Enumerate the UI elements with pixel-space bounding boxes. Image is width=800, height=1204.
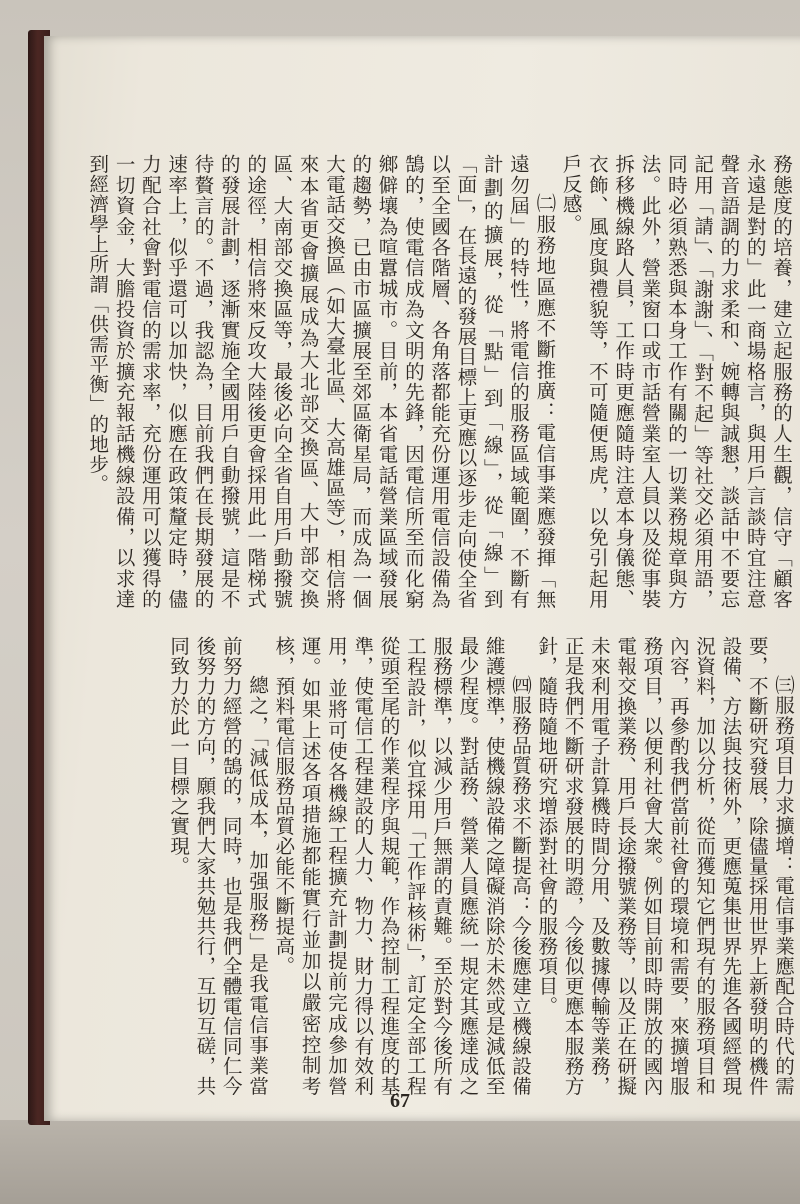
paragraph-service-items: ㈢服務項目力求擴增：電信事業應配合時代的需要，不斷研究發展，除儘量採用世界上新發明的機件設備、方法與技術外，更應蒐集世界先進各國經營現況資料，加以分析，從而獲知它們現有的服務項目和內容，再參酌我們當前社會的環境和需要，來擴增服務項目，以便利社會大衆。例如目前即時開放的國內電報交換業務、用戶長途撥號業務等，以及正在研擬未來利用電子計算機時間分用、及數據傳輸等業務，正是我們不斷研求發展的明證，今後似更應本服務方針，隨時隨地研究增添對社會的服務項目。 bbox=[535, 636, 795, 1096]
book-page bbox=[44, 36, 800, 1121]
lower-text-block bbox=[144, 636, 796, 1096]
paragraph-service-area: ㈡服務地區應不斷推廣：電信事業應發揮「無遠勿屆」的特性，將電信的服務區域範圍，不斷有計劃的擴展，從「點」到「線」，從「線」到「面」，在長遠的發展目標上更應以逐步走向使全省以至全國各階層、各角落都能充份運用電信設備為鵠的，使電信成為文明的先鋒，因電信所至而化窮鄉僻壤為喧囂城市。目前，本省電話營業區域發展的趨勢，已由市區擴展至郊區衛星局，而成為一個大電話交換區（如大臺北區、大高雄區等），相信將來本省更會擴展成為大北部交換區、大中部交換區、大南部交換區等，最後必向全省自用戶動撥號的途徑，相信將來反攻大陸後更會採用此一階梯式的發展計劃，逐漸實施全國用戶自動撥號，這是不待贅言的。不過，我認為，目前我們在長期發展的速率上，似乎還可以加快，似應在政策釐定時，儘力配合社會對電信的需求率，充份運用可以獲得的一切資金，大膽投資於擴充報話機線設備，以求達到經濟學上所謂「供需平衡」的地步。 bbox=[86, 154, 557, 609]
paragraph-service-quality: ㈣服務品質務求不斷提高：今後應建立機線設備維護標準，使機線設備之障礙消除於未然或是減低至最少程度。對話務、營業人員應統一規定其應達成之服務標準，以減少用戶無謂的責難。至於對今後所有工程設計，似宜採用「工作評核術」，訂定全部工程從頭至尾的作業程序與規範，作為控制工程進度的基準，使電信工程建設的人力、物力、財力得以有效利用，並將可使各機線工程擴充計劃提前完成參加營運。如果上述各項措施都能實行並加以嚴密控制考核，預料電信服務品質必能不斷提高。 bbox=[272, 636, 533, 1096]
paragraph-conclusion: 總之，「減低成本，加强服務」是我電信事業當前努力經營的鵠的，同時，也是我們全體電信同仁今後努力的方向，願我們大家共勉共行，互切互磋，共同致力於此一目標之實現。 bbox=[167, 636, 270, 1096]
paragraph-service-attitude: 務態度的培養，建立起服務的人生觀，信守「顧客永遠是對的」此一商場格言，與用戶言談時宜注意聲音語調的力求柔和、婉轉與誠懇，談話中不要忘記用「請」、「謝謝」、「對不起」等社交必須用語，同時必須熟悉與本身工作有關的一切業務規章與方法。此外，營業窗口或市話營業室人員以及從事裝拆移機線路人員，工作時更應隨時注意本身儀態、衣飾、風度與禮貌等，不可隨便馬虎，以免引起用戶反感。 bbox=[559, 154, 793, 609]
page-number: 67 bbox=[390, 1090, 410, 1112]
upper-text-block bbox=[86, 154, 794, 609]
book-cover-edge bbox=[0, 1120, 800, 1204]
